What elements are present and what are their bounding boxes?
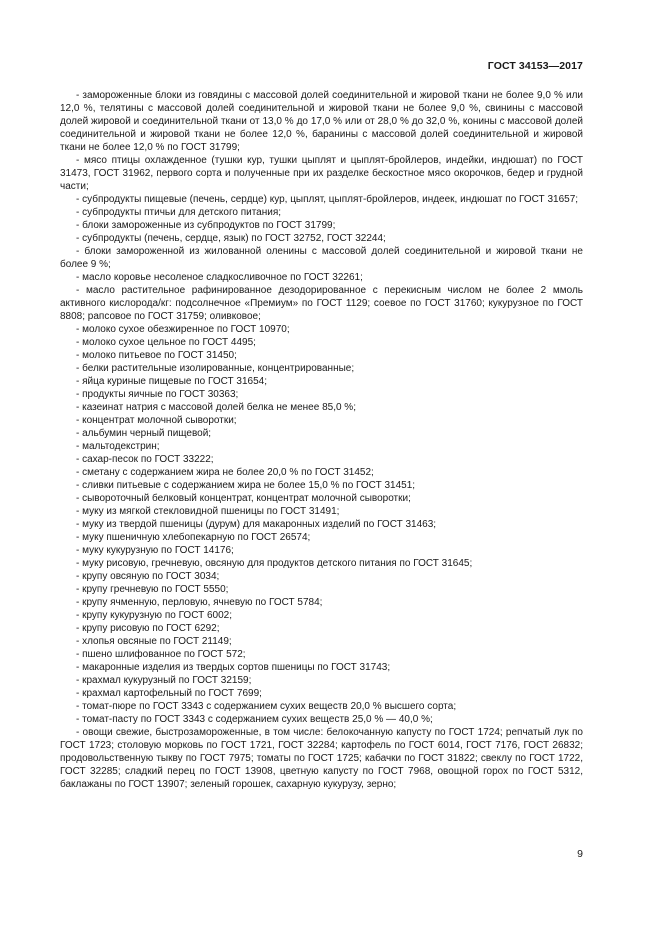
ingredient-list — [60, 89, 583, 791]
list-item: - овощи свежие, быстрозамороженные, в том числе: белокочанную капусту по ГОСТ 1724; репчатый лук по ГОСТ 1723; столовую морковь по ГОСТ 1721, ГОСТ 32284; картофель по ГОСТ 6014, ГОСТ 7176, ГОСТ 26832; продовольственную тыкву по ГОСТ 7975; томаты по ГОСТ 1725; кабачки по ГОСТ 31822; свеклу по ГОСТ 1722, ГОСТ 32285; сладкий перец по ГОСТ 13908, цветную капусту по ГОСТ 7968, овощной горох по ГОСТ 5312, баклажаны по ГОСТ 13907; зеленый горошек, сахарную кукурузу, зерно; — [60, 727, 583, 790]
list-item: - продукты яичные по ГОСТ 30363; — [76, 389, 239, 400]
page-number: 9 — [577, 848, 583, 860]
list-item: - концентрат молочной сыворотки; — [76, 415, 237, 426]
list-item: - крупу овсяную по ГОСТ 3034; — [76, 571, 220, 582]
list-item: - сахар-песок по ГОСТ 33222; — [76, 454, 214, 465]
list-item: - муку пшеничную хлебопекарную по ГОСТ 26574; — [76, 532, 311, 543]
list-item: - блоки замороженной из жилованной оленины с массовой долей соединительной и жировой ткани не более 9 %; — [60, 246, 583, 270]
list-item: - субпродукты (печень, сердце, язык) по ГОСТ 32752, ГОСТ 32244; — [76, 233, 386, 244]
list-item: - блоки замороженные из субпродуктов по ГОСТ 31799; — [76, 220, 336, 231]
list-item: - муку кукурузную по ГОСТ 14176; — [76, 545, 234, 556]
list-item: - муку рисовую, гречневую, овсяную для продуктов детского питания по ГОСТ 31645; — [76, 558, 473, 569]
list-item: - томат-пюре по ГОСТ 3343 с содержанием сухих веществ 20,0 % высшего сорта; — [76, 701, 457, 712]
list-item: - молоко питьевое по ГОСТ 31450; — [76, 350, 237, 361]
document-code-header: ГОСТ 34153—2017 — [487, 60, 583, 72]
list-item: - крупу рисовую по ГОСТ 6292; — [76, 623, 220, 634]
list-item: - крахмал картофельный по ГОСТ 7699; — [76, 688, 262, 699]
list-item: - томат-пасту по ГОСТ 3343 с содержанием сухих веществ 25,0 % — 40,0 %; — [76, 714, 433, 725]
list-item: - субпродукты пищевые (печень, сердце) кур, цыплят, цыплят-бройлеров, индеек, индюшат по ГОСТ 31657; — [76, 194, 579, 205]
list-item: - белки растительные изолированные, концентрированные; — [76, 363, 355, 374]
list-item: - крупу ячменную, перловую, ячневую по ГОСТ 5784; — [76, 597, 323, 608]
list-item: - казеинат натрия с массовой долей белка не менее 85,0 %; — [76, 402, 356, 413]
list-item: - сметану с содержанием жира не более 20,0 % по ГОСТ 31452; — [76, 467, 374, 478]
list-item: - крупу кукурузную по ГОСТ 6002; — [76, 610, 233, 621]
list-item: - молоко сухое обезжиренное по ГОСТ 10970; — [76, 324, 290, 335]
list-item: - сывороточный белковый концентрат, концентрат молочной сыворотки; — [76, 493, 411, 504]
list-item: - сливки питьевые с содержанием жира не более 15,0 % по ГОСТ 31451; — [76, 480, 416, 491]
list-item: - субпродукты птичьи для детского питания; — [76, 207, 282, 218]
list-item: - мясо птицы охлажденное (тушки кур, тушки цыплят и цыплят-бройлеров, индейки, индюшат) по ГОСТ 31473, ГОСТ 31962, первого сорта и полученные при их разделке бескостное мясо окорочков, бедер и грудной части; — [60, 155, 583, 192]
list-item: - макаронные изделия из твердых сортов пшеницы по ГОСТ 31743; — [76, 662, 391, 673]
list-item: - крахмал кукурузный по ГОСТ 32159; — [76, 675, 252, 686]
list-item: - альбумин черный пищевой; — [76, 428, 212, 439]
list-item: - муку из твердой пшеницы (дурум) для макаронных изделий по ГОСТ 31463; — [76, 519, 437, 530]
list-item: - муку из мягкой стекловидной пшеницы по ГОСТ 31491; — [76, 506, 340, 517]
list-item: - замороженные блоки из говядины с массовой долей соединительной и жировой ткани не более 9,0 % или 12,0 %, телятины с массовой долей соединительной и жировой ткани не более 9,0 %, свинины с массовой долей жировой и соединительной ткани от 13,0 % до 17,0 % или от 28,0 % до 32,0 %, конины с массовой долей соединительной и жировой ткани не более 12,0 %, баранины с массовой долей соединительной и жировой ткани не более 12,0 % по ГОСТ 31799; — [60, 90, 583, 153]
list-item: - масло растительное рафинированное дезодорированное с перекисным числом не более 2 ммоль активного кислорода/кг: подсолнечное «Премиум» по ГОСТ 1129; соевое по ГОСТ 31760; кукурузное по ГОСТ 8808; рапсовое по ГОСТ 31759; оливковое; — [60, 285, 583, 322]
list-item: - хлопья овсяные по ГОСТ 21149; — [76, 636, 232, 647]
list-item: - яйца куриные пищевые по ГОСТ 31654; — [76, 376, 268, 387]
list-item: - крупу гречневую по ГОСТ 5550; — [76, 584, 229, 595]
list-item: - молоко сухое цельное по ГОСТ 4495; — [76, 337, 256, 348]
list-item: - пшено шлифованное по ГОСТ 572; — [76, 649, 246, 660]
list-item: - масло коровье несоленое сладкосливочное по ГОСТ 32261; — [76, 272, 363, 283]
list-item: - мальтодекстрин; — [76, 441, 160, 452]
